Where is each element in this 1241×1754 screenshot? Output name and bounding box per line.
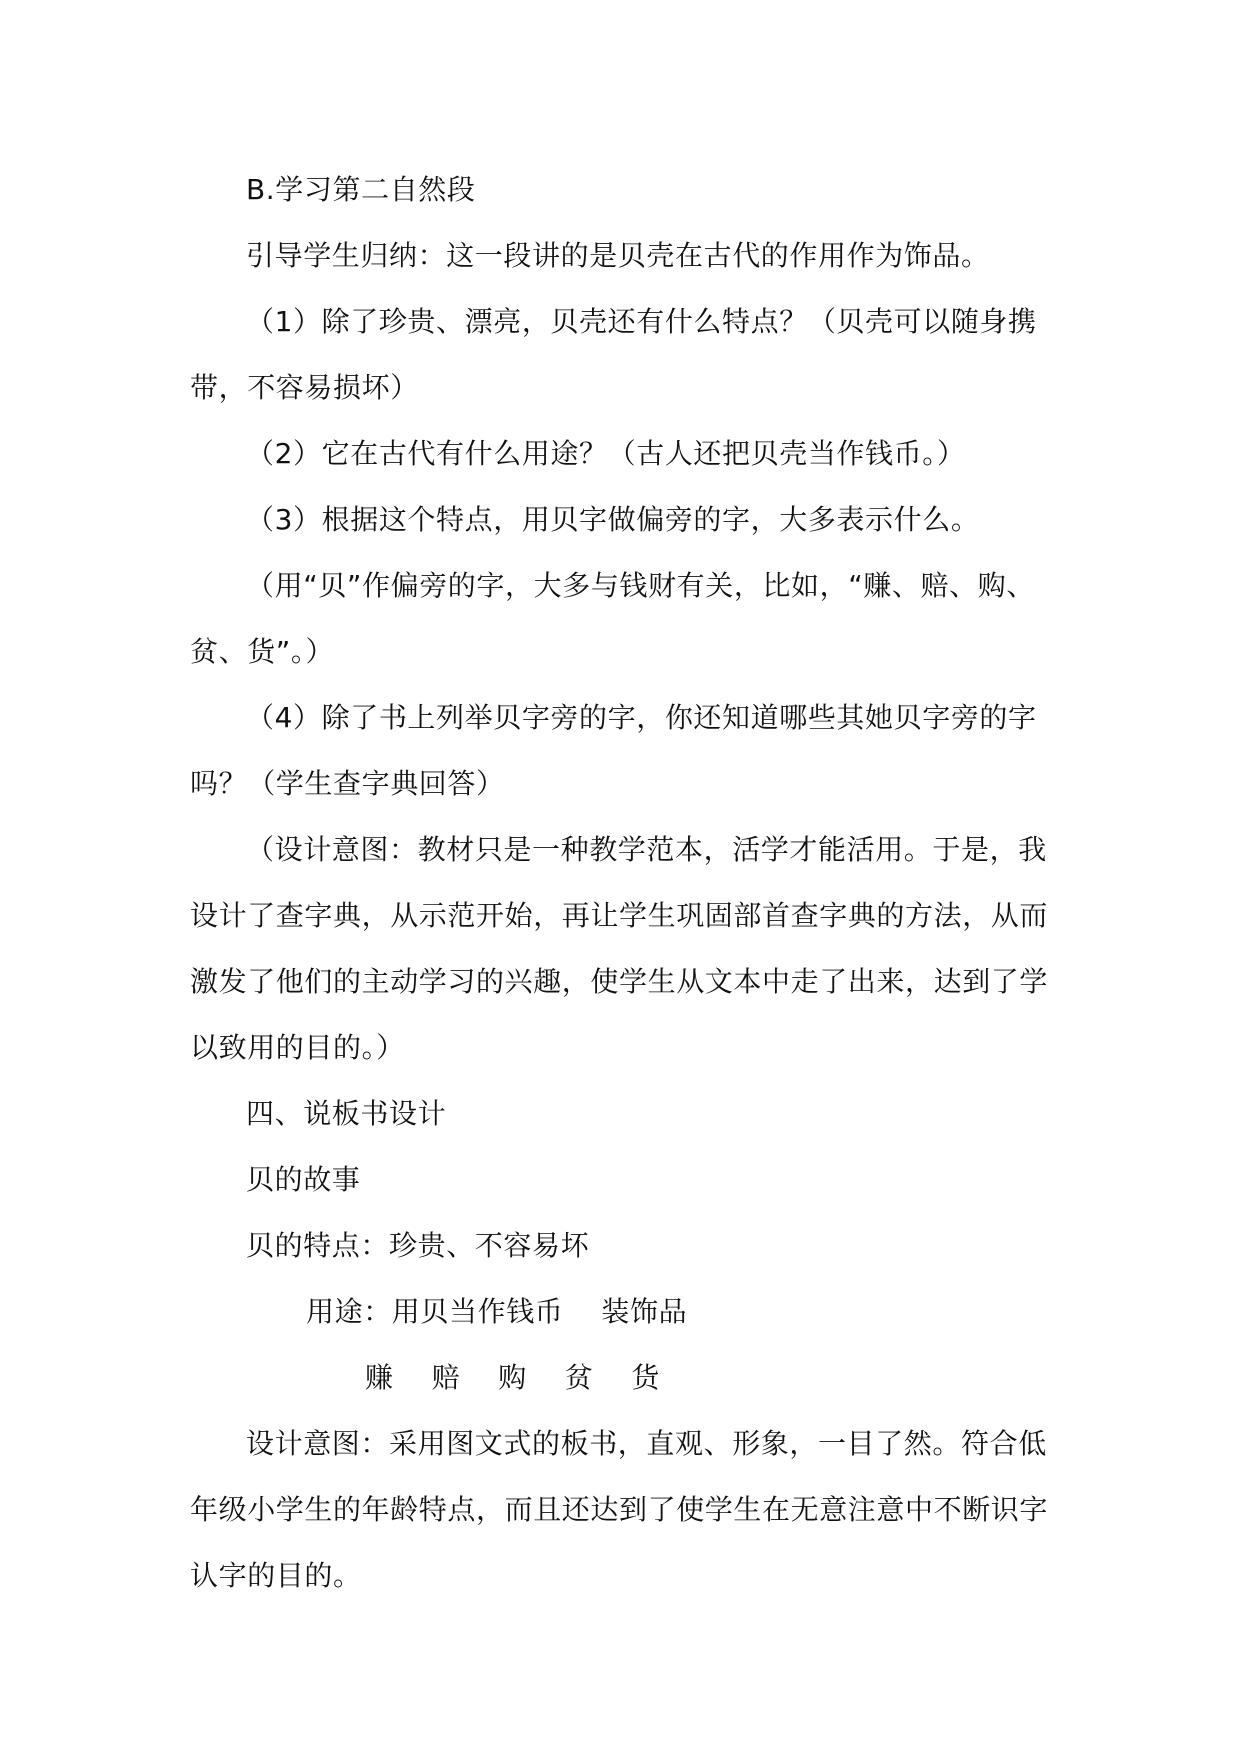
answer-3-line: （用“贝”作偏旁的字，大多与钱财有关，比如，“赚、赔、购、 bbox=[246, 569, 1035, 602]
board-title: 贝的故事 bbox=[246, 1163, 361, 1196]
question-3-line: （3）根据这个特点，用贝字做偏旁的字，大多表示什么。 bbox=[246, 503, 980, 536]
question-1-continuation: 带，不容易损坏） bbox=[190, 371, 419, 404]
question-4-line: （4）除了书上列举贝字旁的字，你还知道哪些其她贝字旁的字 bbox=[246, 701, 1037, 734]
board-uses: 用途：用贝当作钱币 装饰品 bbox=[306, 1295, 688, 1328]
question-2-line: （2）它在古代有什么用途？（古人还把贝壳当作钱币。） bbox=[246, 437, 966, 470]
question-1-line: （1）除了珍贵、漂亮，贝壳还有什么特点？（贝壳可以随身携 bbox=[246, 305, 1037, 338]
design-intent-continuation: 激发了他们的主动学习的兴趣，使学生从文本中走了出来，达到了学 bbox=[190, 965, 1049, 998]
board-features: 贝的特点：珍贵、不容易坏 bbox=[246, 1229, 590, 1262]
design-intent-continuation: 以致用的目的。） bbox=[190, 1031, 405, 1064]
paragraph-line: 引导学生归纳：这一段讲的是贝壳在古代的作用作为饰品。 bbox=[246, 239, 990, 272]
board-design-intent-continuation: 年级小学生的年龄特点，而且还达到了使学生在无意注意中不断识字 bbox=[190, 1493, 1049, 1526]
section-heading: B.学习第二自然段 bbox=[246, 173, 476, 206]
board-design-intent-continuation: 认字的目的。 bbox=[190, 1559, 362, 1592]
design-intent-line: （设计意图：教材只是一种教学范本，活学才能活用。于是，我 bbox=[246, 833, 1047, 866]
design-intent-continuation: 设计了查字典，从示范开始，再让学生巩固部首查字典的方法，从而 bbox=[190, 899, 1049, 932]
question-4-continuation: 吗？（学生查字典回答） bbox=[190, 767, 505, 800]
board-design-intent: 设计意图：采用图文式的板书，直观、形象，一目了然。符合低 bbox=[246, 1427, 1047, 1460]
section-heading-board: 四、说板书设计 bbox=[246, 1097, 447, 1130]
document-body bbox=[190, 157, 1060, 1609]
board-characters: 赚 赔 购 贫 货 bbox=[365, 1361, 661, 1394]
answer-3-continuation: 贫、货”。） bbox=[190, 635, 335, 668]
